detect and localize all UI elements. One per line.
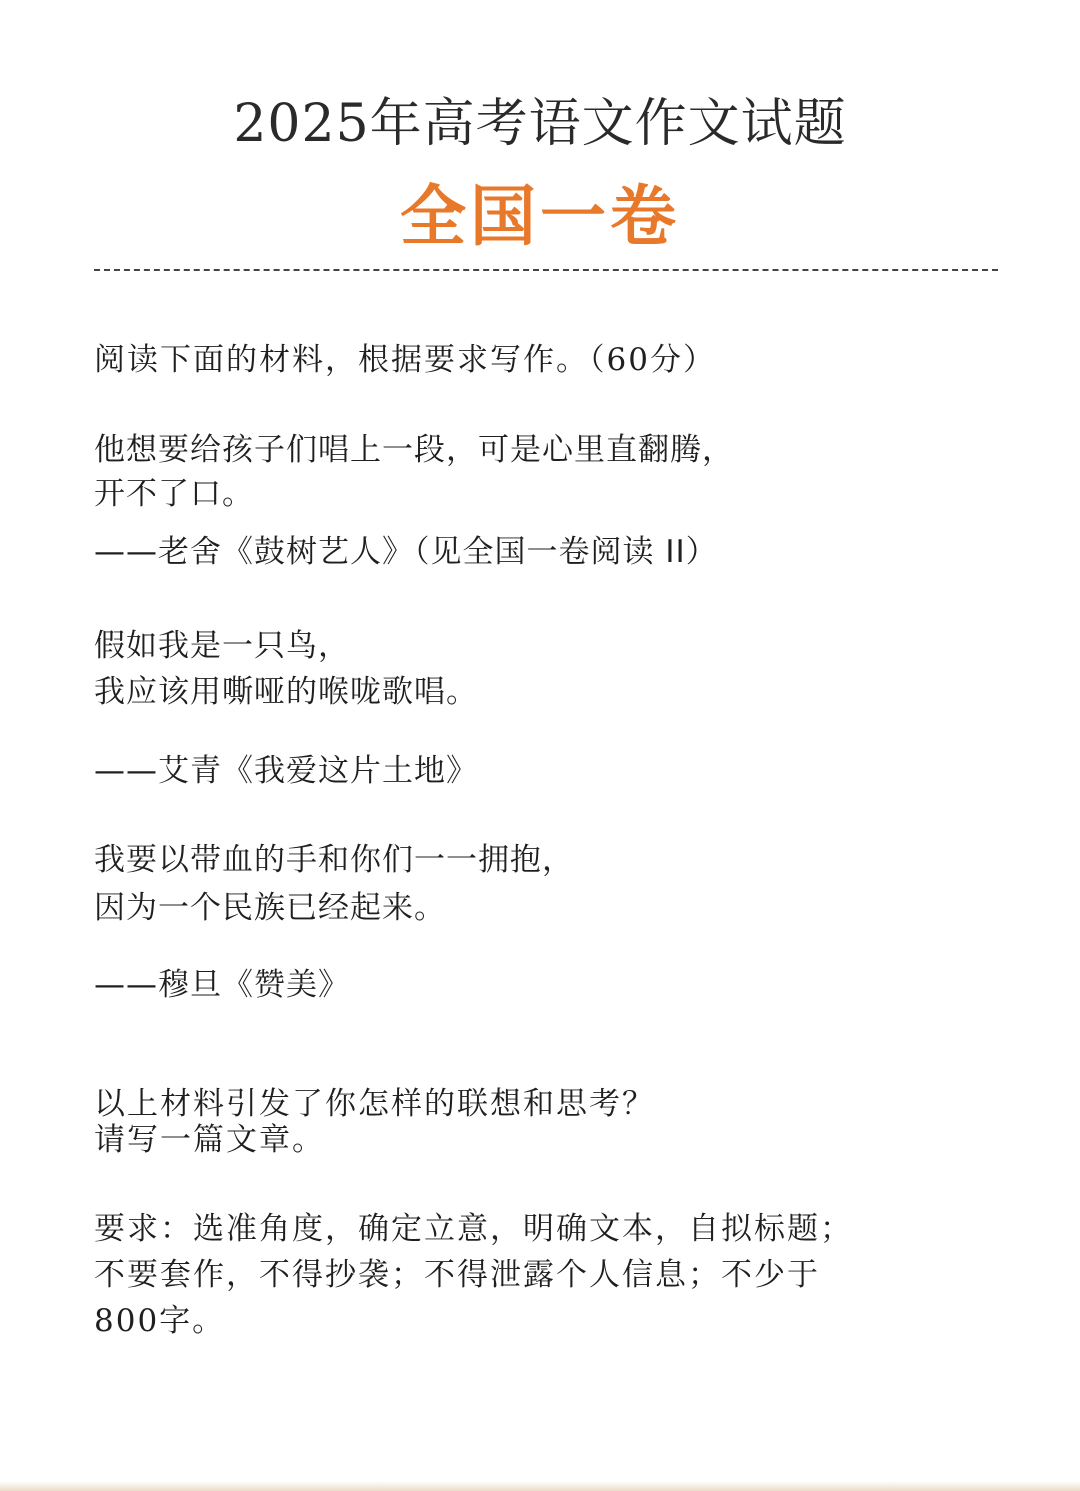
quote-1-line-2: 开不了口。 — [94, 476, 254, 512]
prompt-line-2: 请写一篇文章。 — [94, 1122, 325, 1158]
prompt-line-1: 以上材料引发了你怎样的联想和思考？ — [94, 1086, 655, 1122]
quote-1-line-1: 他想要给孩子们唱上一段，可是心里直翻腾， — [94, 432, 734, 468]
quote-2-source: ——艾青《我爱这片土地》 — [94, 753, 478, 789]
quote-2-line-2: 我应该用嘶哑的喉咙歌唱。 — [94, 674, 478, 710]
quote-2-line-1: 假如我是一只鸟， — [94, 628, 350, 664]
quote-3-line-1: 我要以带血的手和你们一一拥抱， — [94, 842, 574, 878]
page-title: 2025年高考语文作文试题 — [233, 94, 847, 154]
paper-subtitle: 全国一卷 — [400, 177, 680, 255]
quote-3-source: ——穆旦《赞美》 — [94, 967, 350, 1003]
quote-1-source: ——老舍《鼓树艺人》（见全国一卷阅读 II） — [94, 534, 718, 570]
requirements-line-2: 不要套作，不得抄袭；不得泄露个人信息；不少于 — [94, 1257, 820, 1293]
paper-edge — [0, 1481, 1080, 1491]
dashed-divider — [94, 269, 998, 271]
instruction-text: 阅读下面的材料，根据要求写作。（60分） — [94, 342, 716, 378]
requirements-line-1: 要求：选准角度，确定立意，明确文本，自拟标题； — [94, 1211, 853, 1247]
requirements-line-3: 800字。 — [94, 1303, 226, 1339]
quote-3-line-2: 因为一个民族已经起来。 — [94, 890, 446, 926]
